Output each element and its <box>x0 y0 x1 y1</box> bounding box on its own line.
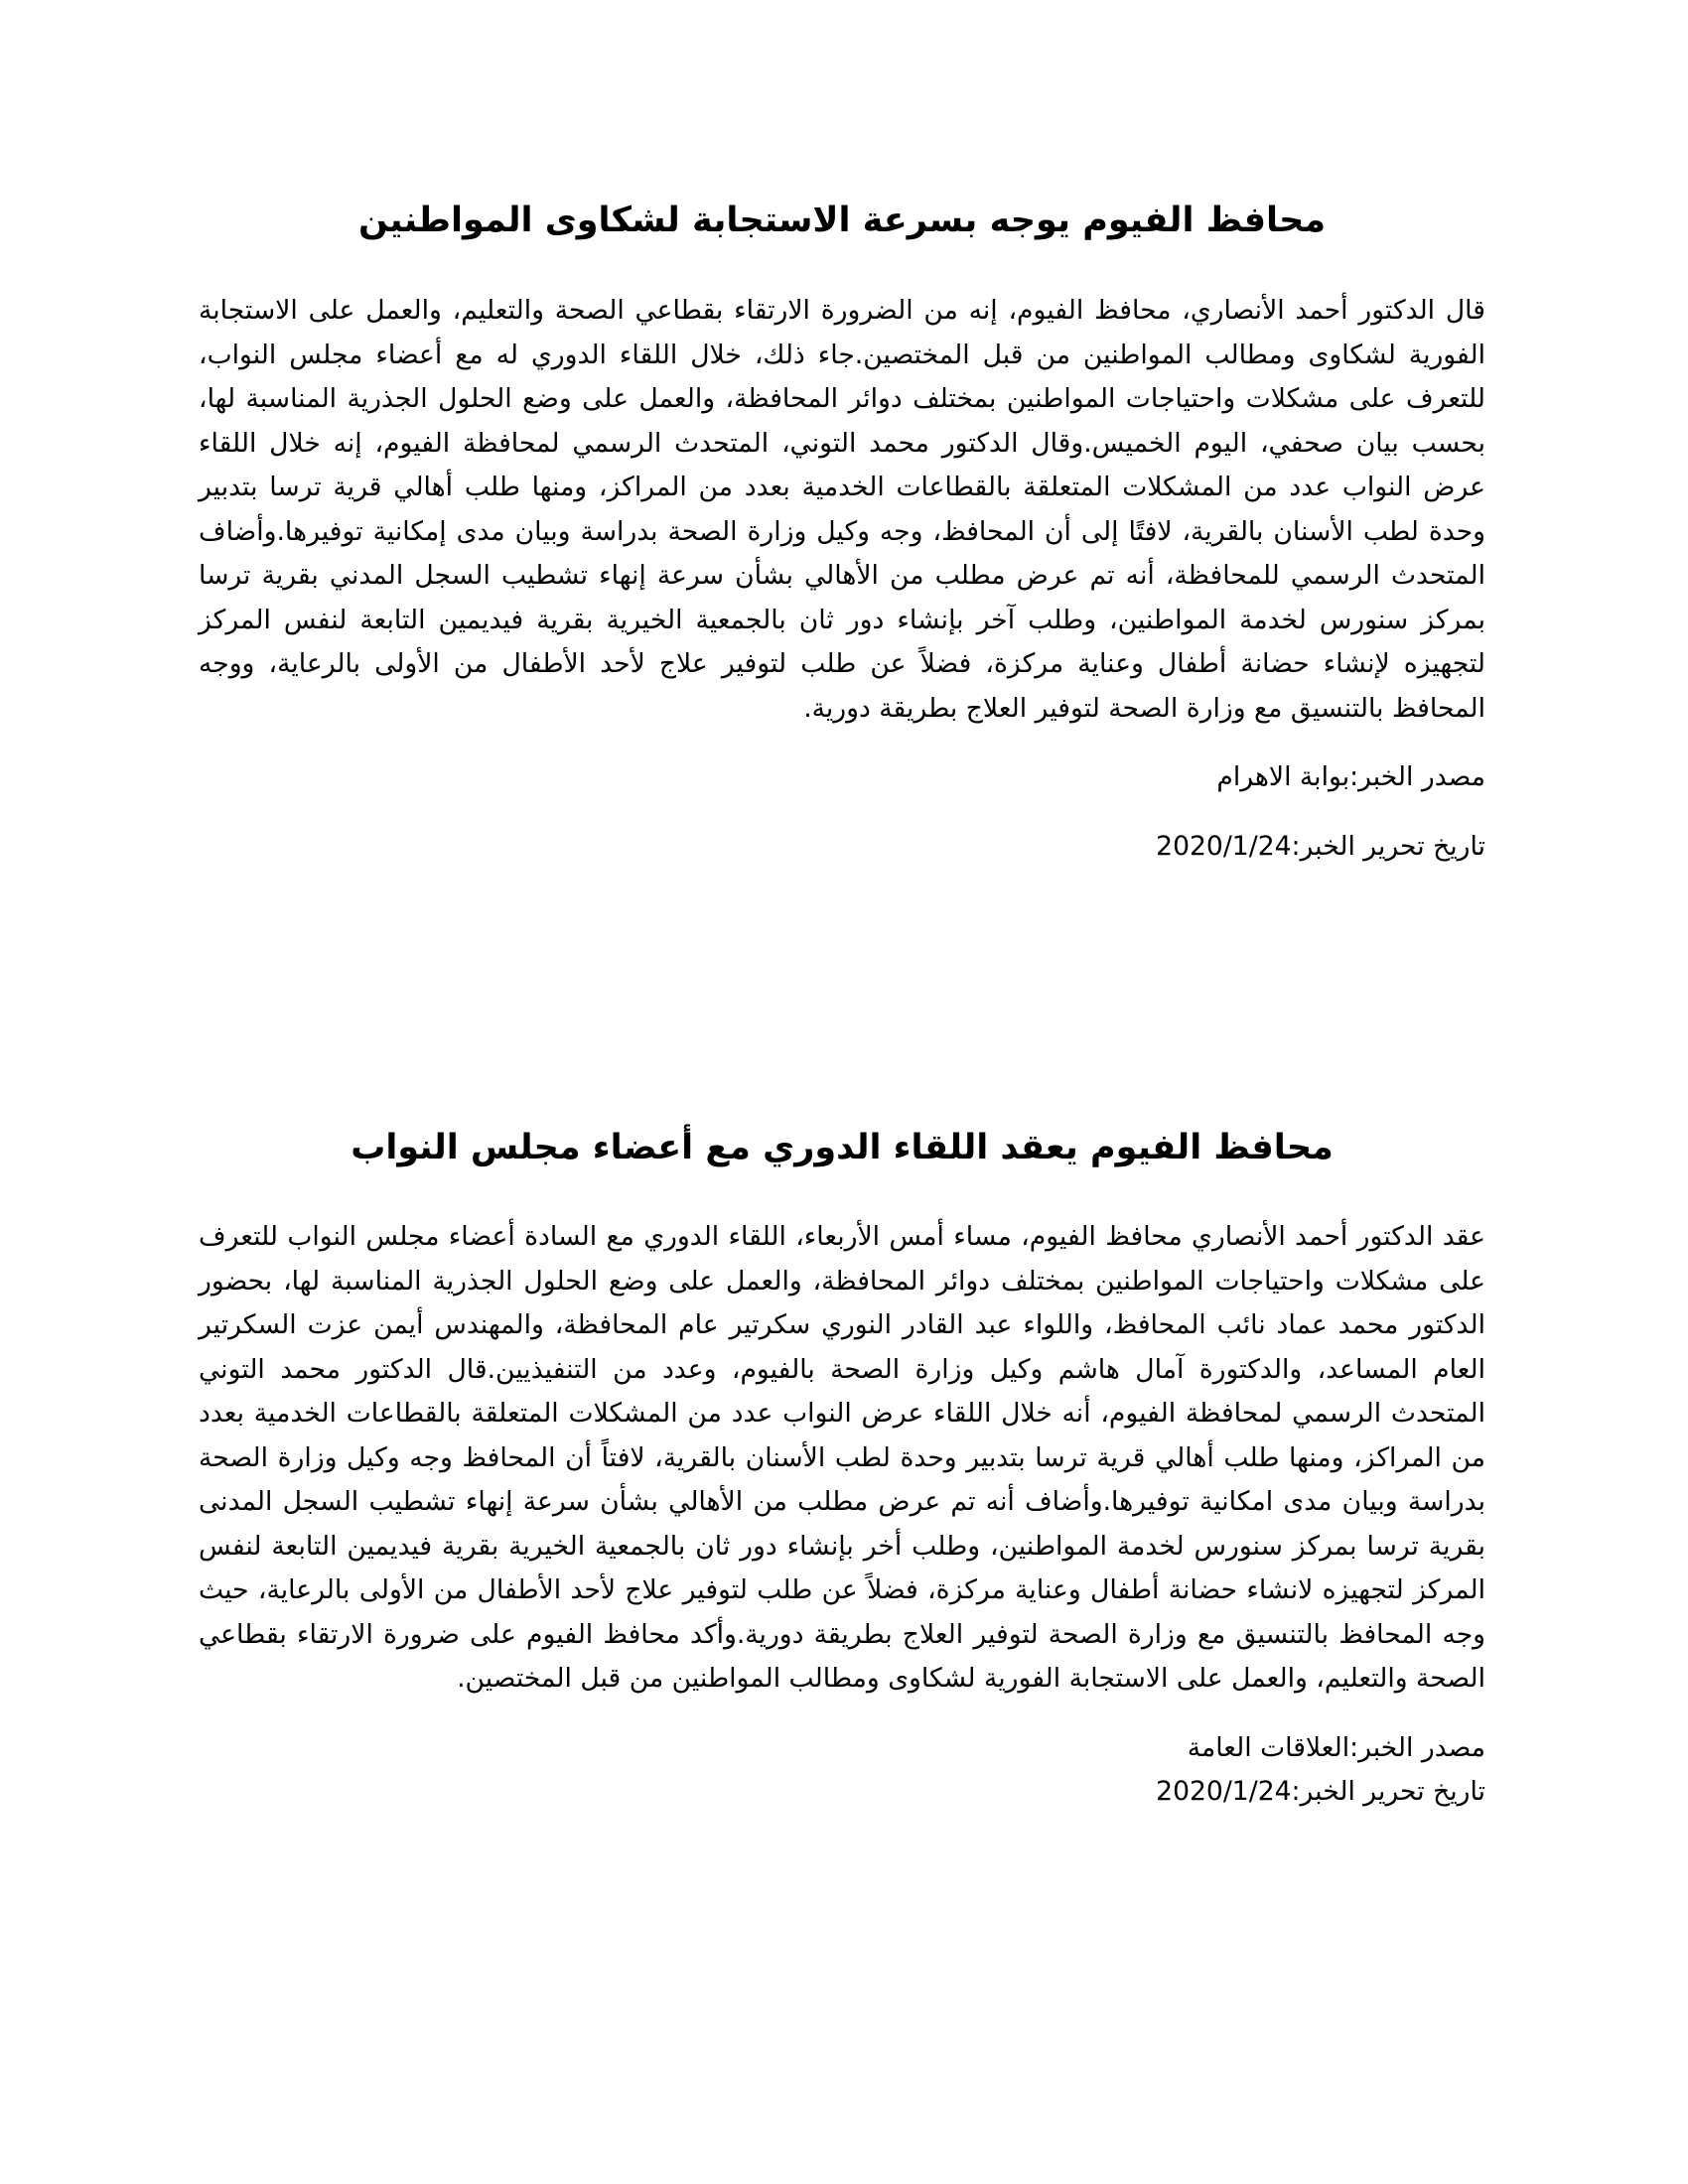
article-headline: محافظ الفيوم يوجه بسرعة الاستجابة لشكاوى المواطنين <box>357 201 1327 240</box>
news-source-line <box>199 755 1485 800</box>
article-headline: محافظ الفيوم يعقد اللقاء الدوري مع أعضاء مجلس النواب <box>351 1128 1334 1167</box>
news-date-line <box>199 825 1485 870</box>
news-source-label: مصدر الخبر: <box>1349 1731 1485 1763</box>
news-article-2 <box>199 1122 1485 1815</box>
news-date-value: 2020/1/24 <box>1156 1776 1292 1807</box>
news-date-value: 2020/1/24 <box>1156 830 1292 862</box>
article-body: قال الدكتور أحمد الأنصاري، محافظ الفيوم، إنه من الضرورة الارتقاء بقطاعي الصحة والتعليم، والعمل على الاستجابة الفورية لشكاوى ومطالب المواطنين من قبل المختصين.جاء ذلك، خلال اللقاء الدوري له مع أعضاء مجلس النواب، للتعرف على مشكلات واحتياجات المواطنين بمختلف دوائر المحافظة، والعمل على وضع الحلول الجذرية المناسبة لها، بحسب بيان صحفي، اليوم الخميس.وقال الدكتور محمد التوني، المتحدث الرسمي لمحافظة الفيوم، إنه خلال اللقاء عرض النواب عدد من المشكلات المتعلقة بالقطاعات الخدمية بعدد من المراكز، ومنها طلب أهالي قرية ترسا بتدبير وحدة لطب الأسنان بالقرية، لافتًا إلى أن المحافظ، وجه وكيل وزارة الصحة بدراسة وبيان مدى إمكانية توفيرها.وأضاف المتحدث الرسمي للمحافظة، أنه تم عرض مطلب من الأهالي بشأن سرعة إنهاء تشطيب السجل المدني بقرية ترسا بمركز سنورس لخدمة المواطنين، وطلب آخر بإنشاء دور ثان بالجمعية الخيرية بقرية فيديمين التابعة لنفس المركز لتجهيزه لإنشاء حضانة أطفال وعناية مركزة، فضلاً عن طلب لتوفير علاج لأحد الأطفال من الأولى بالرعاية، ووجه المحافظ بالتنسيق مع وزارة الصحة لتوفير العلاج بطريقة دورية. <box>199 295 1485 724</box>
news-source-line <box>199 1726 1485 1771</box>
news-source-value: العلاقات العامة <box>1187 1731 1350 1763</box>
article-body: عقد الدكتور أحمد الأنصاري محافظ الفيوم، مساء أمس الأربعاء، اللقاء الدوري مع السادة أعضاء مجلس النواب للتعرف على مشكلات واحتياجات المواطنين بمختلف دوائر المحافظة، والعمل على وضع الحلول الجذرية المناسبة لها، بحضور الدكتور محمد عماد نائب المحافظ، واللواء عبد القادر النوري سكرتير عام المحافظة، والمهندس أيمن عزت السكرتير العام المساعد، والدكتورة آمال هاشم وكيل وزارة الصحة بالفيوم، وعدد من التنفيذيين.قال الدكتور محمد التوني المتحدث الرسمي لمحافظة الفيوم، أنه خلال اللقاء عرض النواب عدد من المشكلات المتعلقة بالقطاعات الخدمية بعدد من المراكز، ومنها طلب أهالي قرية ترسا بتدبير وحدة لطب الأسنان بالقرية، لافتاً أن المحافظ وجه وكيل وزارة الصحة بدراسة وبيان مدى امكانية توفيرها.وأضاف أنه تم عرض مطلب من الأهالي بشأن سرعة إنهاء تشطيب السجل المدنى بقرية ترسا بمركز سنورس لخدمة المواطنين، وطلب أخر بإنشاء دور ثان بالجمعية الخيرية بقرية فيديمين التابعة لنفس المركز لتجهيزه لانشاء حضانة أطفال وعناية مركزة، فضلاً عن طلب لتوفير علاج لأحد الأطفال من الأولى بالرعاية، حيث وجه المحافظ بالتنسيق مع وزارة الصحة لتوفير العلاج بطريقة دورية.وأكد محافظ الفيوم على ضرورة الارتقاء بقطاعي الصحة والتعليم، والعمل على الاستجابة الفورية لشكاوى ومطالب المواطنين من قبل المختصين. <box>199 1221 1485 1694</box>
news-date-label: تاريخ تحرير الخبر: <box>1291 1776 1485 1807</box>
news-article-1 <box>199 195 1485 869</box>
news-date-label: تاريخ تحرير الخبر: <box>1291 830 1485 862</box>
news-date-line <box>199 1770 1485 1815</box>
news-source-value: بوابة الاهرام <box>1216 761 1350 792</box>
news-source-label: مصدر الخبر: <box>1349 761 1485 792</box>
